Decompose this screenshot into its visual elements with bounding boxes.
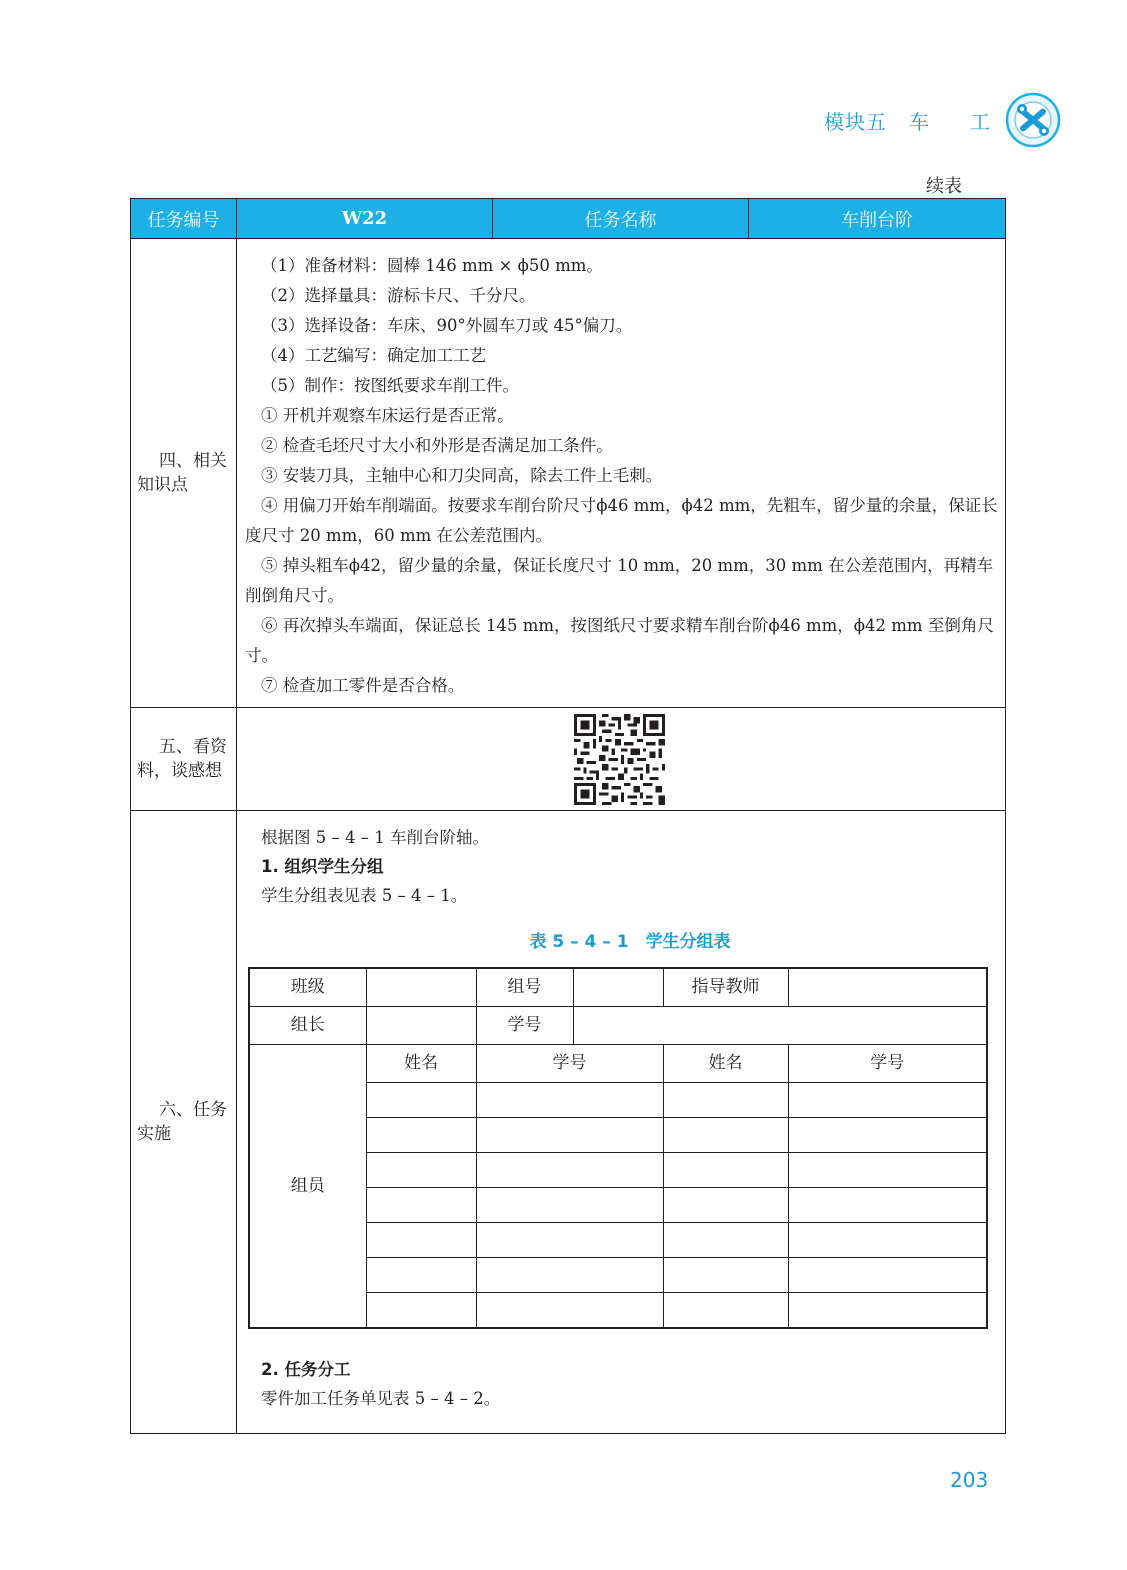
member-cell[interactable] <box>663 1118 788 1153</box>
class-label: 班级 <box>249 968 366 1007</box>
section-knowledge <box>131 239 1006 708</box>
continued-label: 续表 <box>926 176 962 197</box>
knowledge-line: （3）选择设备：车床、90°外圆车刀或 45°偏刀。 <box>261 316 633 335</box>
knowledge-line: ③ 安装刀具，主轴中心和刀尖同高，除去工件上毛刺。 <box>261 466 663 485</box>
group-table-caption: 表 5 – 4 – 1 学生分组表 <box>529 932 731 952</box>
member-cell[interactable] <box>663 1223 788 1258</box>
teacher-value[interactable] <box>788 968 987 1007</box>
knowledge-line: （2）选择量具：游标卡尺、千分尺。 <box>261 286 536 305</box>
knowledge-line: ⑥ 再次掉头车端面，保证总长 145 mm，按图纸尺寸要求精车削台阶ϕ46 mm，ϕ42 mm 至倒角尺寸。 <box>245 616 994 665</box>
section-implementation <box>131 811 1006 1434</box>
member-cell[interactable] <box>788 1083 987 1118</box>
knowledge-line: ⑦ 检查加工零件是否合格。 <box>261 676 465 695</box>
task-table <box>130 198 1006 1434</box>
member-name-header: 姓名 <box>663 1045 788 1083</box>
member-cell[interactable] <box>476 1118 663 1153</box>
task-no-value: W22 <box>237 199 493 239</box>
member-cell[interactable] <box>788 1293 987 1329</box>
member-cell[interactable] <box>663 1258 788 1293</box>
leader-id-label: 学号 <box>476 1007 573 1045</box>
grouping-text: 学生分组表见表 5 – 4 – 1。 <box>261 886 468 905</box>
leader-label: 组长 <box>249 1007 366 1045</box>
member-cell[interactable] <box>476 1293 663 1329</box>
member-cell[interactable] <box>788 1223 987 1258</box>
member-cell[interactable] <box>663 1188 788 1223</box>
member-cell[interactable] <box>476 1083 663 1118</box>
section-materials-label: 五、看资料，谈感想 <box>131 708 237 811</box>
knowledge-line: ⑤ 掉头粗车ϕ42，留少量的余量，保证长度尺寸 10 mm，20 mm，30 mm 在公差范围内，再精车削倒角尺寸。 <box>245 556 994 605</box>
member-cell[interactable] <box>663 1083 788 1118</box>
members-label: 组员 <box>249 1045 366 1329</box>
section-knowledge-label: 四、相关知识点 <box>131 239 237 708</box>
heading-division: 2. 任务分工 <box>261 1360 351 1379</box>
task-no-label: 任务编号 <box>131 199 237 239</box>
member-cell[interactable] <box>366 1153 476 1188</box>
teacher-label: 指导教师 <box>663 968 788 1007</box>
task-name-value: 车削台阶 <box>749 199 1006 239</box>
member-cell[interactable] <box>366 1293 476 1329</box>
member-cell[interactable] <box>663 1153 788 1188</box>
member-cell[interactable] <box>663 1293 788 1329</box>
heading-grouping: 1. 组织学生分组 <box>261 857 384 876</box>
wrench-gear-icon <box>1003 90 1063 150</box>
member-cell[interactable] <box>366 1188 476 1223</box>
member-id-header: 学号 <box>788 1045 987 1083</box>
member-cell[interactable] <box>366 1258 476 1293</box>
implementation-content <box>237 811 1006 1434</box>
knowledge-line: （4）工艺编写：确定加工工艺 <box>261 346 486 365</box>
task-table-header <box>131 199 1006 239</box>
knowledge-line: ② 检查毛坯尺寸大小和外形是否满足加工条件。 <box>261 436 613 455</box>
knowledge-content <box>237 239 1006 708</box>
leader-value[interactable] <box>366 1007 476 1045</box>
member-cell[interactable] <box>366 1118 476 1153</box>
group-no-value[interactable] <box>573 968 663 1007</box>
member-cell[interactable] <box>476 1153 663 1188</box>
leader-id-value[interactable] <box>573 1007 987 1045</box>
module-word-2: 工 <box>970 110 991 134</box>
group-row-class <box>249 968 987 1007</box>
page-number: 203 <box>950 1468 989 1492</box>
module-word-1: 车 <box>909 110 930 134</box>
knowledge-line: ④ 用偏刀开始车削端面。按要求车削台阶尺寸ϕ46 mm，ϕ42 mm，先粗车，留少量的余量，保证长度尺寸 20 mm，60 mm 在公差范围内。 <box>245 496 998 545</box>
knowledge-line: （5）制作：按图纸要求车削工件。 <box>261 376 519 395</box>
member-id-header: 学号 <box>476 1045 663 1083</box>
student-group-table <box>248 967 988 1329</box>
module-header <box>824 106 991 135</box>
task-name-label: 任务名称 <box>493 199 749 239</box>
member-cell[interactable] <box>476 1258 663 1293</box>
member-cell[interactable] <box>788 1188 987 1223</box>
group-no-label: 组号 <box>476 968 573 1007</box>
section-implementation-label: 六、任务实施 <box>131 811 237 1434</box>
division-text: 零件加工任务单见表 5 – 4 – 2。 <box>261 1389 501 1408</box>
qr-code-icon[interactable] <box>574 714 665 805</box>
class-value[interactable] <box>366 968 476 1007</box>
member-cell[interactable] <box>476 1223 663 1258</box>
section-materials <box>131 708 1006 811</box>
knowledge-line: ① 开机并观察车床运行是否正常。 <box>261 406 514 425</box>
implementation-intro: 根据图 5 – 4 – 1 车削台阶轴。 <box>261 828 489 847</box>
member-cell[interactable] <box>476 1188 663 1223</box>
member-name-header: 姓名 <box>366 1045 476 1083</box>
knowledge-line: （1）准备材料：圆棒 146 mm × ϕ50 mm。 <box>261 256 603 275</box>
member-cell[interactable] <box>366 1083 476 1118</box>
member-cell[interactable] <box>788 1118 987 1153</box>
module-label: 模块五 <box>824 110 887 134</box>
member-cell[interactable] <box>788 1153 987 1188</box>
member-cell[interactable] <box>788 1258 987 1293</box>
group-row-leader <box>249 1007 987 1045</box>
qr-cell <box>237 708 1006 811</box>
member-cell[interactable] <box>366 1223 476 1258</box>
members-header-row <box>249 1045 987 1083</box>
